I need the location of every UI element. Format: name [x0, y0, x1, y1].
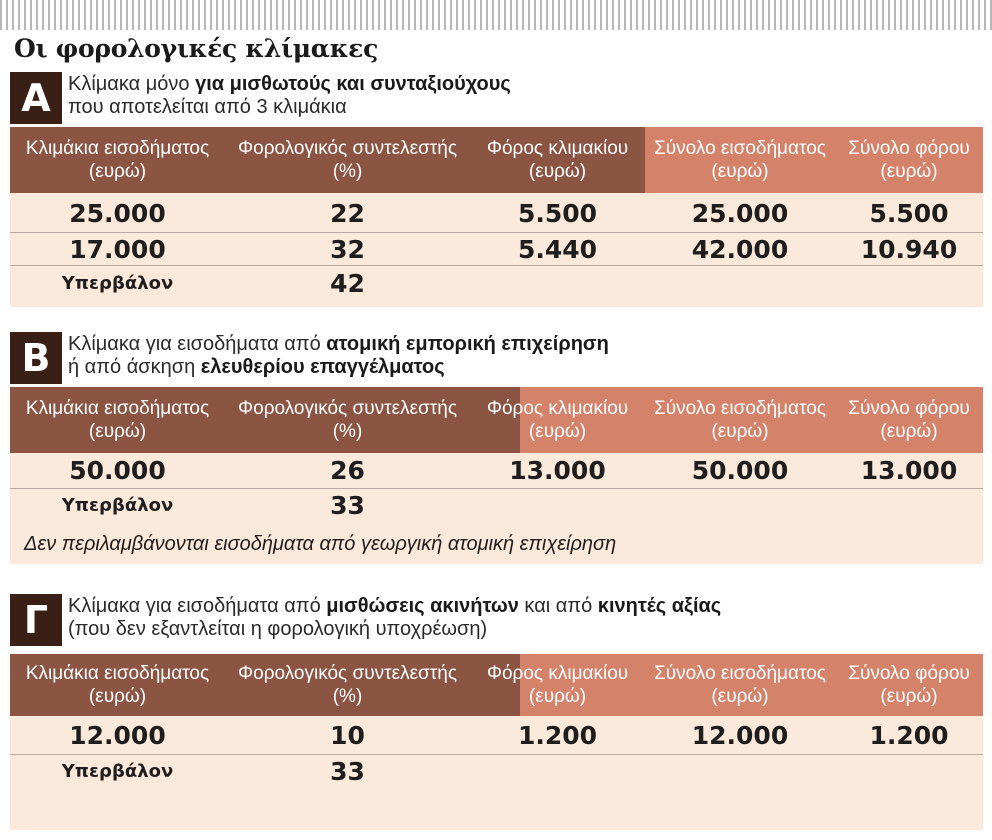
section-c	[10, 594, 983, 830]
header-rate: Φορολογικός συντελεστής (%)	[237, 138, 458, 182]
cell-rate: 42	[330, 268, 365, 298]
cell-bracket-tax	[470, 266, 645, 300]
header-bracket: Κλιμάκια εισοδήματος (ευρώ)	[25, 398, 210, 442]
cell-total-income: 50.000	[691, 455, 789, 485]
header-bracket-tax: Φόρος κλιμακίου (ευρώ)	[486, 398, 629, 442]
cell-bracket-tax	[470, 755, 645, 787]
top-border-pattern	[0, 0, 992, 30]
cell-bracket: 17.000	[69, 234, 166, 264]
header-bracket: Κλιμάκια εισοδήματος (ευρώ)	[25, 138, 210, 182]
cell-bracket: Υπερβάλον	[61, 494, 174, 516]
section-c-data	[10, 716, 983, 830]
cell-rate: 33	[330, 490, 365, 520]
cell-total-tax: 10.940	[860, 234, 958, 264]
cell-total-tax: 1.200	[869, 720, 949, 750]
section-letter-b: Β	[10, 332, 62, 384]
header-bracket: Κλιμάκια εισοδήματος (ευρώ)	[25, 663, 210, 707]
section-c-description	[68, 595, 721, 641]
cell-total-income: 42.000	[691, 234, 789, 264]
cell-total-tax	[835, 489, 983, 521]
cell-total-income	[645, 755, 835, 787]
header-bracket-tax: Φόρος κλιμακίου (ευρώ)	[486, 663, 629, 707]
section-a-desc-plain: Κλίμακα μόνο	[68, 73, 196, 95]
section-b	[10, 332, 983, 564]
section-a-header-row	[10, 127, 983, 193]
header-bracket-tax: Φόρος κλιμακίου (ευρώ)	[486, 138, 629, 182]
cell-rate: 33	[330, 756, 365, 786]
cell-total-income	[645, 266, 835, 300]
cell-bracket: 50.000	[69, 455, 166, 485]
cell-total-tax	[835, 266, 983, 300]
table-row	[10, 489, 983, 521]
section-c-desc-plain: Κλίμακα για εισοδήματα από	[68, 595, 327, 617]
cell-bracket: 12.000	[69, 720, 166, 750]
cell-rate: 10	[330, 720, 365, 750]
section-c-desc-plain2: και από	[518, 595, 598, 617]
table-row	[10, 755, 983, 787]
section-b-data	[10, 453, 983, 564]
cell-rate: 26	[330, 455, 365, 485]
section-a-data	[10, 193, 983, 307]
section-c-header-row	[10, 654, 983, 716]
section-a-description	[68, 73, 511, 119]
header-total-tax: Σύνολο φόρου (ευρώ)	[848, 663, 970, 707]
table-row	[10, 266, 983, 300]
page-title: Οι φορολογικές κλίμακες	[14, 34, 378, 63]
section-b-description	[68, 333, 609, 379]
section-letter-a: Α	[10, 72, 62, 124]
cell-rate: 22	[330, 198, 365, 228]
section-b-desc-bold2: ελευθερίου επαγγέλματος	[200, 356, 445, 378]
cell-bracket-tax: 5.500	[517, 198, 598, 228]
cell-rate: 32	[330, 234, 365, 264]
table-row	[10, 718, 983, 752]
section-letter-c: Γ	[10, 594, 62, 646]
header-total-income: Σύνολο εισοδήματος (ευρώ)	[645, 127, 835, 193]
header-total-tax: Σύνολο φόρου (ευρώ)	[835, 127, 983, 193]
cell-total-tax: 5.500	[869, 198, 949, 228]
section-b-desc-plain: Κλίμακα για εισοδήματα από	[68, 333, 327, 355]
section-c-desc-line2: (που δεν εξαντλείται η φορολογική υποχρέωση)	[68, 618, 488, 640]
cell-total-income: 25.000	[691, 198, 789, 228]
section-a-desc-bold: για μισθωτούς και συνταξιούχους	[195, 73, 511, 95]
table-row	[10, 233, 983, 265]
cell-total-income	[645, 489, 835, 521]
section-c-desc-bold2: κινητές αξίας	[597, 595, 722, 617]
table-row	[10, 196, 983, 230]
cell-total-tax	[835, 755, 983, 787]
section-b-note: Δεν περιλαμβάνονται εισοδήματα από γεωργική ατομική επιχείρηση	[24, 533, 617, 555]
cell-bracket-tax: 1.200	[517, 720, 598, 750]
header-total-income: Σύνολο εισοδήματος (ευρώ)	[654, 398, 826, 442]
cell-bracket: 25.000	[69, 198, 166, 228]
cell-bracket-tax	[470, 489, 645, 521]
header-total-income: Σύνολο εισοδήματος (ευρώ)	[654, 663, 826, 707]
section-b-header-row	[10, 387, 983, 453]
section-a	[10, 72, 983, 308]
cell-bracket-tax: 13.000	[509, 455, 606, 485]
header-rate: Φορολογικός συντελεστής (%)	[237, 663, 458, 707]
section-a-desc-line2: που αποτελείται από 3 κλιμάκια	[68, 96, 347, 118]
header-total-tax: Σύνολο φόρου (ευρώ)	[848, 398, 970, 442]
cell-bracket-tax: 5.440	[517, 234, 598, 264]
cell-total-tax: 13.000	[860, 455, 958, 485]
cell-bracket: Υπερβάλον	[61, 760, 174, 782]
section-c-desc-bold: μισθώσεις ακινήτων	[326, 595, 519, 617]
section-b-desc-bold: ατομική εμπορική επιχείρηση	[326, 333, 609, 355]
section-b-desc-plain2: ή από άσκηση	[68, 356, 201, 378]
cell-total-income: 12.000	[691, 720, 789, 750]
table-row	[10, 453, 983, 487]
cell-bracket: Υπερβάλον	[61, 272, 174, 294]
header-rate: Φορολογικός συντελεστής (%)	[237, 398, 458, 442]
